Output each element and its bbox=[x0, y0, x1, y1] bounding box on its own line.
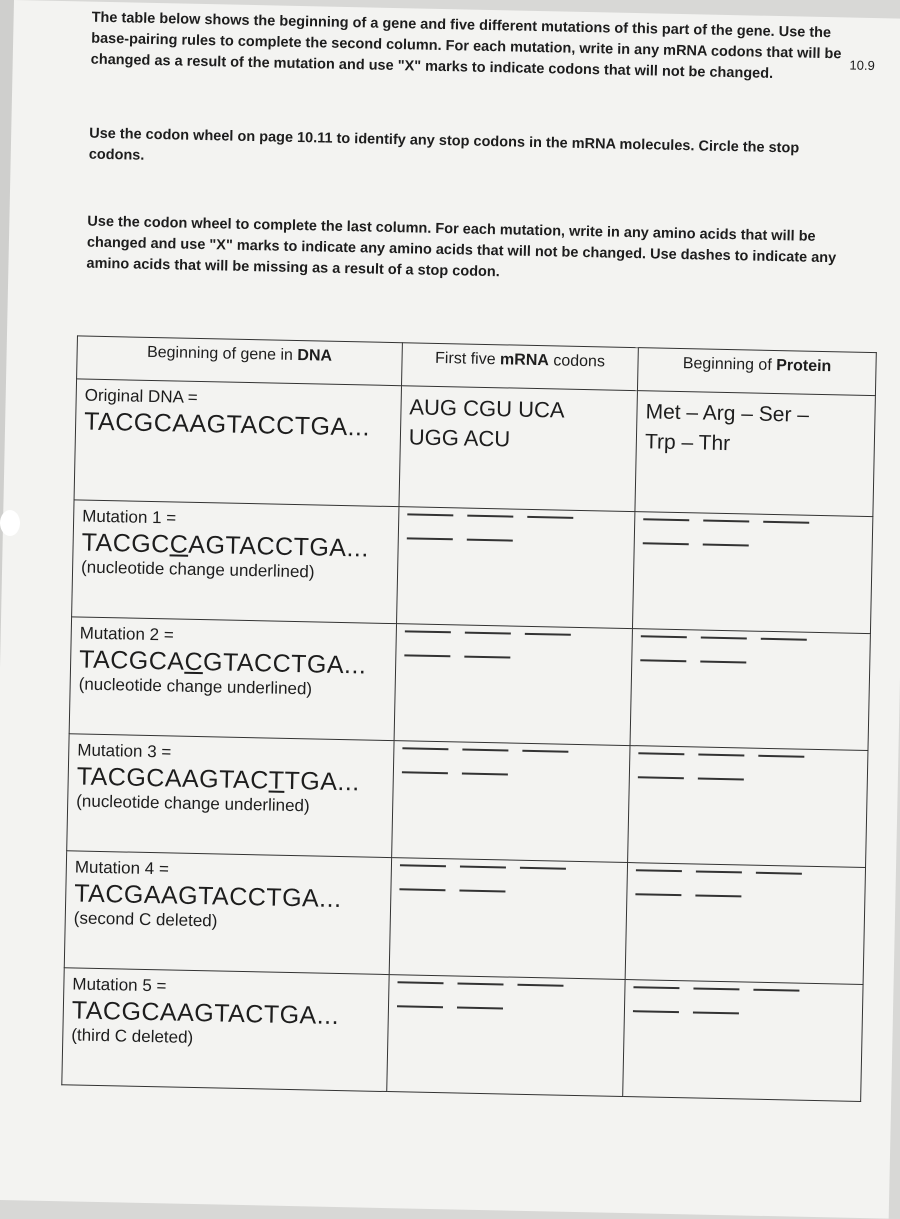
answer-blank[interactable] bbox=[407, 513, 453, 516]
table-row-mutation-3 bbox=[67, 734, 868, 868]
answer-blank[interactable] bbox=[522, 750, 568, 753]
answer-blank[interactable] bbox=[462, 749, 508, 752]
answer-blank[interactable] bbox=[464, 656, 510, 659]
header-mrna-suffix: codons bbox=[548, 352, 606, 371]
answer-blank[interactable] bbox=[462, 773, 508, 776]
mutation-3-changed-nucleotide: T bbox=[268, 766, 285, 795]
answer-blank[interactable] bbox=[467, 539, 513, 542]
mutation-5-note: (third C deleted) bbox=[71, 1025, 194, 1047]
mutation-3-label: Mutation 3 = bbox=[77, 740, 172, 762]
answer-blank[interactable] bbox=[636, 869, 682, 872]
answer-blank[interactable] bbox=[703, 520, 749, 523]
table-row-mutation-4 bbox=[64, 851, 865, 985]
mutation-2-seq-after: GTACCTGA... bbox=[202, 648, 367, 680]
answer-blank[interactable] bbox=[402, 771, 448, 774]
mutation-4-label: Mutation 4 = bbox=[74, 857, 170, 879]
instructions-paragraph-2: Use the codon wheel on page 10.11 to identify any stop codons in the mRNA molecules. Circle the stop codons. bbox=[88, 125, 800, 164]
mutation-3-note: (nucleotide change underlined) bbox=[76, 791, 310, 816]
mutation-4-protein-blanks[interactable] bbox=[625, 863, 865, 985]
answer-blank[interactable] bbox=[643, 518, 689, 521]
mutation-1-changed-nucleotide: C bbox=[169, 530, 189, 559]
answer-blank[interactable] bbox=[634, 986, 680, 989]
answer-blank[interactable] bbox=[397, 981, 443, 984]
mutation-1-dna-cell bbox=[72, 500, 399, 624]
answer-blank[interactable] bbox=[761, 638, 807, 641]
original-protein-line-2: Trp – Thr bbox=[644, 430, 731, 456]
mutation-3-seq-before: TACGCAAGTAC bbox=[76, 762, 270, 795]
answer-blank[interactable] bbox=[633, 1010, 679, 1013]
answer-blank[interactable] bbox=[696, 870, 742, 873]
header-protein bbox=[638, 348, 877, 396]
mutation-4-dna-cell bbox=[64, 851, 391, 975]
answer-blank[interactable] bbox=[694, 987, 740, 990]
answer-blank[interactable] bbox=[638, 776, 684, 779]
table-row-mutation-5 bbox=[62, 968, 863, 1102]
mutation-1-seq-after: AGTACCTGA... bbox=[188, 530, 370, 563]
original-codons-line-1: AUG CGU UCA bbox=[409, 394, 565, 423]
answer-blank[interactable] bbox=[457, 1006, 503, 1009]
answer-blank[interactable] bbox=[700, 661, 746, 664]
mutation-5-protein-blanks[interactable] bbox=[623, 980, 863, 1102]
table-row-original bbox=[74, 379, 875, 517]
header-mrna-bold: mRNA bbox=[499, 351, 550, 370]
header-gene-text: Beginning of gene in bbox=[146, 343, 298, 365]
answer-blank[interactable] bbox=[400, 864, 446, 867]
binder-hole bbox=[0, 510, 20, 536]
table-row-mutation-1 bbox=[72, 500, 873, 634]
answer-blank[interactable] bbox=[399, 888, 445, 891]
mutation-3-mrna-blanks[interactable] bbox=[391, 741, 630, 863]
answer-blank[interactable] bbox=[457, 983, 503, 986]
answer-blank[interactable] bbox=[635, 893, 681, 896]
answer-blank[interactable] bbox=[525, 633, 571, 636]
answer-blank[interactable] bbox=[698, 753, 744, 756]
header-mrna-codons bbox=[401, 343, 638, 391]
mutation-2-protein-blanks[interactable] bbox=[630, 629, 870, 751]
answer-blank[interactable] bbox=[641, 635, 687, 638]
answer-blank[interactable] bbox=[467, 515, 513, 518]
answer-blank[interactable] bbox=[460, 866, 506, 869]
mutation-4-mrna-blanks[interactable] bbox=[389, 858, 628, 980]
header-protein-prefix: Beginning of bbox=[682, 355, 777, 375]
answer-blank[interactable] bbox=[643, 542, 689, 545]
mutation-2-changed-nucleotide: C bbox=[184, 647, 204, 677]
answer-blank[interactable] bbox=[756, 872, 802, 875]
answer-blank[interactable] bbox=[693, 1011, 739, 1014]
header-gene-dna bbox=[77, 336, 403, 386]
original-dna-label: Original DNA = bbox=[84, 385, 198, 407]
original-codons-line-2: UGG ACU bbox=[408, 424, 511, 452]
answer-blank[interactable] bbox=[407, 537, 453, 540]
mutation-1-note: (nucleotide change underlined) bbox=[80, 557, 315, 582]
mutation-1-mrna-blanks[interactable] bbox=[396, 507, 635, 629]
answer-blank[interactable] bbox=[520, 867, 566, 870]
mutation-1-protein-blanks[interactable] bbox=[633, 512, 873, 634]
mutation-2-mrna-blanks[interactable] bbox=[394, 624, 633, 746]
instructions-paragraph-1: The table below shows the beginning of a gene and five different mutations of this part of the gene. Use the base-pairing rules to complete the second column. For each mutation, write in any mRNA codons that will be changed as a result of the mutation and use "X" marks to indicate codons that will not be changed. bbox=[90, 9, 842, 82]
answer-blank[interactable] bbox=[758, 755, 804, 758]
page-number: 10.9 bbox=[849, 57, 875, 74]
answer-blank[interactable] bbox=[698, 777, 744, 780]
mutation-2-note: (nucleotide change underlined) bbox=[78, 674, 313, 699]
answer-blank[interactable] bbox=[405, 630, 451, 633]
answer-blank[interactable] bbox=[753, 989, 799, 992]
mutation-3-seq-after: TGA... bbox=[284, 766, 361, 797]
original-mrna-cell bbox=[399, 386, 638, 512]
original-dna-sequence: TACGCAAGTACCTGA... bbox=[83, 407, 371, 442]
mutation-2-seq-before: TACGCA bbox=[78, 645, 185, 676]
header-mrna-prefix: First five bbox=[434, 349, 501, 369]
header-protein-bold: Protein bbox=[776, 357, 832, 376]
answer-blank[interactable] bbox=[763, 521, 809, 524]
original-protein-line-1: Met – Arg – Ser – bbox=[645, 400, 810, 427]
mutation-5-dna-cell bbox=[62, 968, 389, 1092]
mutation-5-mrna-blanks[interactable] bbox=[387, 975, 626, 1097]
mutation-1-label: Mutation 1 = bbox=[82, 506, 177, 528]
answer-blank[interactable] bbox=[402, 747, 448, 750]
answer-blank[interactable] bbox=[701, 637, 747, 640]
answer-blank[interactable] bbox=[703, 544, 749, 547]
answer-blank[interactable] bbox=[517, 984, 563, 987]
mutation-3-protein-blanks[interactable] bbox=[628, 746, 868, 868]
answer-blank[interactable] bbox=[695, 894, 741, 897]
mutation-2-dna-cell bbox=[69, 617, 396, 741]
header-gene-bold: DNA bbox=[297, 347, 333, 365]
table-row-mutation-2 bbox=[69, 617, 870, 751]
mutation-table bbox=[61, 335, 877, 1102]
mutation-4-note: (second C deleted) bbox=[73, 908, 218, 931]
mutation-1-seq-before: TACGC bbox=[81, 528, 171, 559]
mutation-5-label: Mutation 5 = bbox=[72, 974, 167, 996]
answer-blank[interactable] bbox=[638, 752, 684, 755]
answer-blank[interactable] bbox=[404, 654, 450, 657]
answer-blank[interactable] bbox=[640, 659, 686, 662]
answer-blank[interactable] bbox=[459, 890, 505, 893]
original-dna-cell bbox=[74, 379, 401, 507]
answer-blank[interactable] bbox=[527, 516, 573, 519]
answer-blank[interactable] bbox=[465, 632, 511, 635]
answer-blank[interactable] bbox=[397, 1005, 443, 1008]
mutation-4-sequence: TACGAAGTACCTGA... bbox=[74, 879, 342, 914]
mutation-5-sequence: TACGCAAGTACTGA... bbox=[71, 996, 340, 1031]
instructions-paragraph-3: Use the codon wheel to complete the last column. For each mutation, write in any amino acids that will be changed and use "X" marks to indicate any amino acids that will not be changed. Use dashes to indicate any amino acids that will be missing as a result of a stop codon. bbox=[86, 213, 837, 281]
mutation-3-dna-cell bbox=[67, 734, 394, 858]
mutation-2-label: Mutation 2 = bbox=[79, 623, 174, 645]
original-protein-cell bbox=[635, 391, 875, 517]
